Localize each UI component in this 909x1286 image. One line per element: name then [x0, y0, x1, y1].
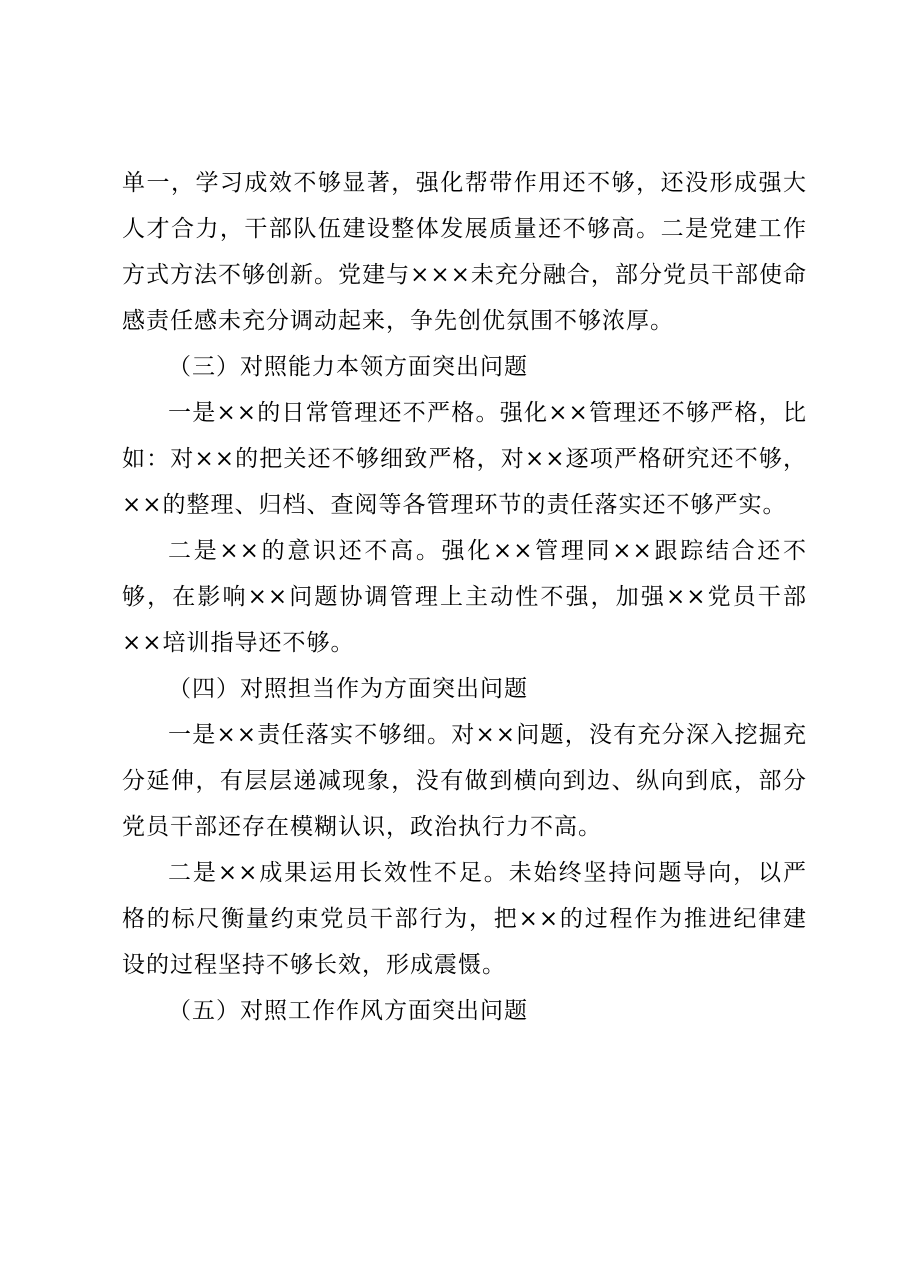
document-body — [122, 160, 807, 1034]
section-heading-4: （四）对照担当作为方面突出问题 — [168, 676, 528, 702]
paragraph: 二是××成果运用长效性不足。未始终坚持问题导向，以严格的标尺衡量约束党员干部行为，把××的过程作为推进纪律建设的过程坚持不够长效，形成震慑。 — [122, 860, 807, 978]
section-heading-3: （三）对照能力本领方面突出问题 — [168, 354, 528, 380]
section-heading-5: （五）对照工作作风方面突出问题 — [168, 998, 528, 1024]
paragraph: 一是××的日常管理还不严格。强化××管理还不够严格，比如：对××的把关还不够细致严格，对××逐项严格研究还不够，××的整理、归档、查阅等各管理环节的责任落实还不够严实。 — [122, 400, 807, 518]
paragraph-continuation: 单一，学习成效不够显著，强化帮带作用还不够，还没形成强大人才合力，干部队伍建设整体发展质量还不够高。二是党建工作方式方法不够创新。党建与×××未充分融合，部分党员干部使命感责任感未充分调动起来，争先创优氛围不够浓厚。 — [122, 170, 807, 334]
paragraph: 一是××责任落实不够细。对××问题，没有充分深入挖掘充分延伸，有层层递减现象，没有做到横向到边、纵向到底，部分党员干部还存在模糊认识，政治执行力不高。 — [122, 722, 807, 840]
paragraph: 二是××的意识还不高。强化××管理同××跟踪结合还不够，在影响××问题协调管理上主动性不强，加强××党员干部××培训指导还不够。 — [122, 538, 807, 656]
